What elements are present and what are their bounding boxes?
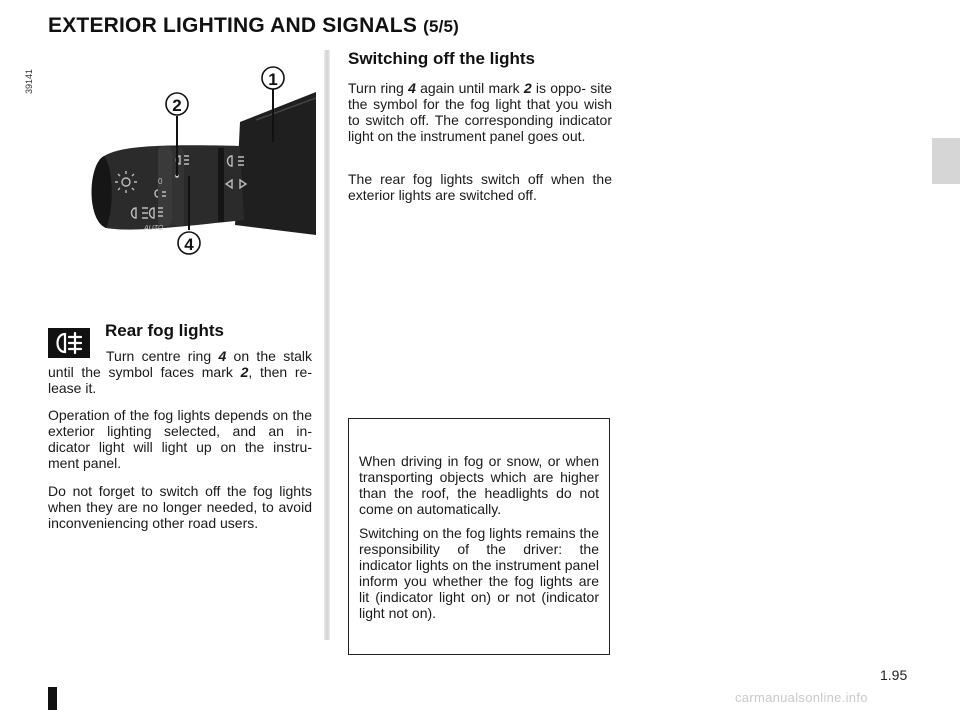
- safety-note-box: [348, 418, 610, 655]
- ref-mark-2: 2: [240, 364, 249, 380]
- switching-off-heading: Switching off the lights: [348, 49, 535, 68]
- callout-1: [262, 67, 284, 89]
- text-run: Turn centre ring: [106, 348, 219, 364]
- ring-divider: [218, 148, 224, 222]
- switching-off-paragraph-2: The rear fog lights switch off when the exterior lights are switched off.: [348, 171, 612, 203]
- text-run: Turn ring: [348, 80, 409, 96]
- callout-2-label: 2: [172, 96, 182, 115]
- callout-4: [178, 232, 200, 254]
- note-paragraph-1: When driving in fog or snow, or when transporting objects which are higher than the roof, the headlights do not come on automatically.: [359, 453, 599, 517]
- ref-ring-4: 4: [218, 348, 227, 364]
- ref-ring-4: 4: [408, 80, 416, 96]
- corner-mark: [48, 687, 57, 710]
- rear-fog-paragraph-1: [48, 348, 312, 396]
- section-side-tab: [932, 138, 960, 184]
- text-run: again until mark: [415, 80, 524, 96]
- switching-off-paragraph-1: [348, 80, 612, 144]
- rear-fog-paragraph-3: Do not forget to switch off the fog lights when they are no longer needed, to avoid inconveniencing other road users.: [48, 483, 312, 531]
- column-divider: [324, 50, 330, 640]
- callout-2: [166, 93, 188, 115]
- watermark-url: carmanualsonline.info: [735, 690, 868, 705]
- text-run: is oppo- site the symbol for the fog light that you wish to switch off. The corresponding indicator light on the instrument panel goes out.: [348, 80, 613, 144]
- note-paragraph-2: Switching on the fog lights remains the responsibility of the driver: the indicator lights on the instrument panel inform you whether the fog lights are lit (indicator light on) or not (indicator light not on).: [359, 525, 599, 621]
- text-run: on the stalk until the symbol faces mark: [48, 348, 312, 380]
- page-title: [48, 14, 459, 38]
- stalk-illustration: [60, 60, 316, 270]
- stalk-zero-label: 0: [158, 177, 163, 186]
- title-text: EXTERIOR LIGHTING AND SIGNALS: [48, 14, 418, 37]
- figure-number: 39141: [24, 68, 34, 94]
- callout-1-label: 1: [268, 70, 278, 89]
- rear-fog-heading: Rear fog lights: [105, 321, 225, 340]
- text-run: , then re- lease it.: [48, 364, 313, 396]
- page-number: 1.95: [880, 667, 908, 683]
- stalk-auto-label: AUTO: [144, 225, 164, 232]
- ref-mark-2: 2: [523, 80, 532, 96]
- callout-4-label: 4: [184, 235, 194, 254]
- outer-ring: [158, 146, 172, 226]
- rear-fog-paragraph-2: Operation of the fog lights depends on the exterior lighting selected, and an in- dicator light will light up on the instru- ment panel.: [48, 407, 312, 471]
- title-part-indicator: (5/5): [423, 17, 460, 36]
